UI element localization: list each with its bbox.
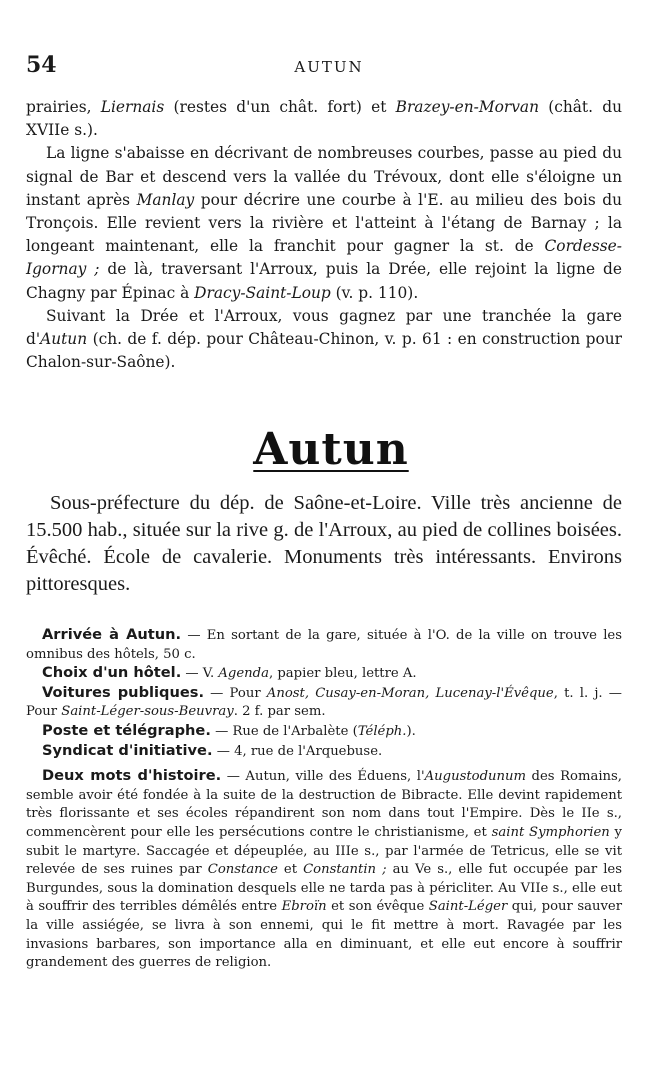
summary-paragraph: Sous-préfecture du dép. de Saône-et-Loire. Ville très ancienne de 15.500 hab., située sur la rive g. de l'Arroux, au pied de collines boisées. Évêché. École de cavalerie. Monuments très intéressants. Environs pittoresques. — [26, 492, 622, 595]
text-run: prairies, — [26, 98, 101, 116]
text-run: (v. p. 110). — [330, 283, 419, 302]
text-run: au Ve s., elle fut occupée par les Burgundes, sous la domination desquels elle ne tarda pas à péricliter. Au VIIe s., elle eut à souffrir des terribles démêlés entre — [26, 862, 622, 915]
text-run: qui, pour sauver la ville assiégée, se livra à son ennemi, qui le fit mettre à mort. Ravagée par les invasions barbares, son importance alla en diminuant, et elle eut encore à souffrir grandement des guerres de religion. — [26, 899, 623, 971]
info-entry — [26, 626, 622, 664]
text-run: de là, traversant l'Arroux, puis la Drée, elle rejoint la ligne de Chagny par Épinac à — [26, 260, 622, 302]
info-entry-label: Syndicat d'initiative. — [42, 741, 213, 759]
summary-section — [26, 490, 622, 598]
text-run: des Romains, semble avoir été fondée à la suite de la destruction de Bibracte. Elle devint rapidement très florissante et ses écoles répandirent son nom dans tout l'Empire. Dès le IIe s., commencèrent pour elle les persécutions contre le christianisme, et — [26, 769, 622, 840]
italic-text-run: Dracy-Saint-Loup — [194, 283, 331, 302]
info-entry — [26, 742, 622, 762]
running-title: AUTUN — [294, 58, 364, 76]
info-entry-label: Deux mots d'histoire. — [42, 767, 222, 785]
italic-text-run: Saint-Léger — [428, 899, 508, 915]
text-run: et son évêque — [326, 899, 429, 915]
text-run: (chât. du XVIIe s.). — [26, 98, 622, 140]
text-run: — En sortant de la gare, située à l'O. de la ville on trouve les omnibus des hôtels, 50 c. — [26, 628, 622, 662]
intro-paragraph-3 — [26, 305, 622, 375]
text-run: — Pour — [204, 685, 267, 701]
italic-text-run: Liernais — [100, 98, 165, 116]
info-entry — [26, 664, 622, 684]
text-run: , papier bleu, lettre A. — [268, 666, 417, 682]
text-run: — Rue de l'Arbalète ( — [210, 723, 358, 739]
intro-paragraph-2 — [26, 142, 622, 304]
section-title-block — [0, 424, 662, 475]
text-run: — V. — [181, 666, 219, 682]
text-run: pour décrire une courbe à l'E. au milieu des bois du Tronçois. Elle revient vers la rivière et l'atteint à l'étang de Barnay ; la longeant maintenant, elle la franchit pour gagner la st. de — [26, 190, 622, 256]
italic-text-run: Constantin ; — [303, 862, 387, 878]
info-entry — [26, 684, 622, 722]
page-number: 54 — [26, 52, 57, 78]
italic-text-run: Saint-Léger-sous-Beuvray — [61, 704, 234, 720]
text-run: et — [277, 862, 304, 878]
italic-text-run: Cordesse-Igornay ; — [26, 237, 622, 279]
italic-text-run: Autun — [40, 330, 88, 349]
info-entry-label: Voitures publiques. — [42, 683, 204, 701]
info-entry-label: Poste et télégraphe. — [42, 721, 211, 739]
info-entry — [26, 722, 622, 742]
page-header — [26, 52, 632, 82]
text-run: (ch. de f. dép. pour Château-Chinon, v. p. 61 : en construction pour Chalon-sur-Saône). — [26, 330, 622, 372]
text-run: — 4, rue de l'Arquebuse. — [212, 743, 383, 759]
italic-text-run: Constance — [207, 862, 278, 878]
text-run: , t. l. j. — Pour — [26, 685, 622, 720]
italic-text-run: Manlay — [136, 190, 195, 209]
text-run: y subit le martyre. Saccagée et dépeuplée, au IIIe s., par l'armée de Tetricus, elle se vit relevée de ses ruines par — [26, 824, 623, 878]
italic-text-run: Ebroïn — [281, 899, 327, 915]
intro-paragraph-1 — [26, 96, 622, 142]
italic-text-run: Augustodunum — [424, 769, 527, 785]
intro-section — [26, 96, 622, 374]
info-entry-label: Arrivée à Autun. — [42, 626, 182, 643]
italic-text-run: saint Symphorien — [491, 824, 610, 840]
text-run: — Autun, ville des Éduens, l' — [221, 769, 425, 785]
text-run: Suivant la Drée et l'Arroux, vous gagnez par une tranchée la gare d' — [26, 306, 622, 349]
italic-text-run: Anost, Cusay-en-Moran, Lucenay-l'Évêque — [266, 685, 554, 701]
practical-info-section — [26, 626, 622, 973]
section-title: Autun — [253, 424, 409, 475]
text-run: . 2 f. par sem. — [233, 704, 326, 720]
italic-text-run: Brazey-en-Morvan — [395, 98, 539, 116]
info-entry — [26, 767, 622, 973]
text-run: (restes d'un chât. fort) et — [164, 98, 396, 116]
italic-text-run: Agenda — [218, 666, 269, 682]
info-entry-label: Choix d'un hôtel. — [42, 664, 182, 682]
text-run: La ligne s'abaisse en décrivant de nombreuses courbes, passe au pied du signal de Bar et descend vers la vallée du Trévoux, dont elle s'éloigne un instant après — [26, 144, 622, 209]
italic-text-run: Téléph. — [357, 723, 407, 739]
text-run: ). — [406, 723, 416, 739]
